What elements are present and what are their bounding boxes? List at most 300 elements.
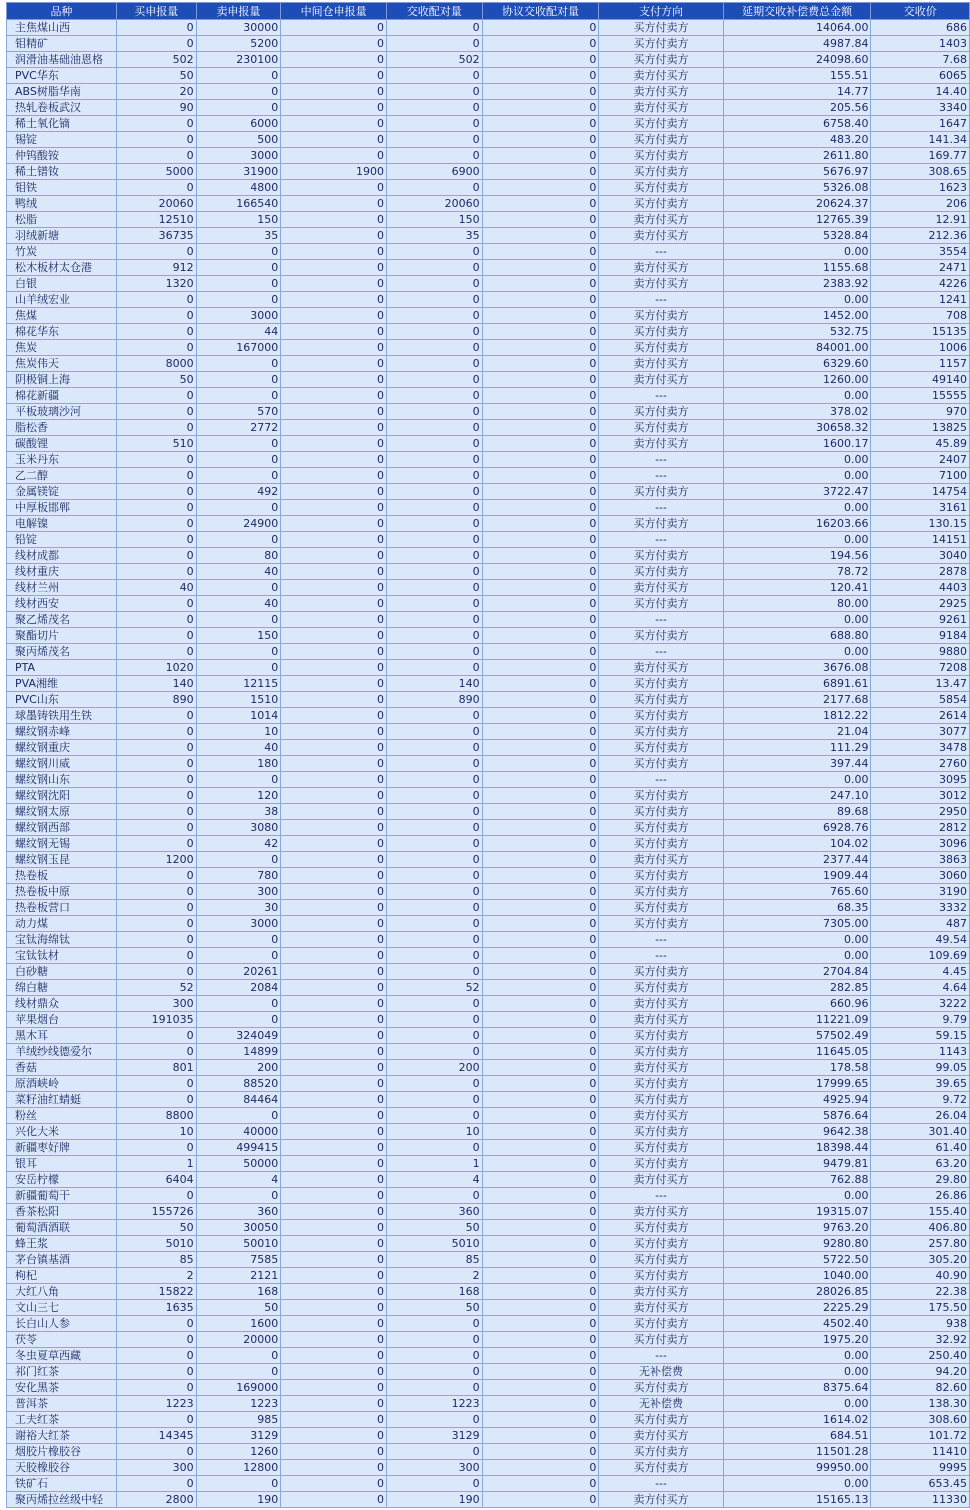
- cell-buy-declared: 20060: [116, 196, 196, 212]
- cell-delivery-price: 301.40: [871, 1124, 970, 1140]
- cell-matched-qty: 0: [386, 1444, 482, 1460]
- cell-intermediate-declared: 0: [281, 772, 387, 788]
- cell-payment-direction: 买方付卖方: [599, 164, 723, 180]
- cell-payment-direction: 买方付卖方: [599, 804, 723, 820]
- cell-payment-direction: ---: [599, 1348, 723, 1364]
- cell-payment-direction: 卖方付买方: [599, 356, 723, 372]
- table-row: [7, 1044, 970, 1060]
- cell-variety: 热卷板中原: [7, 884, 117, 900]
- cell-matched-qty: 0: [386, 932, 482, 948]
- cell-variety: 钼精矿: [7, 36, 117, 52]
- cell-buy-declared: 890: [116, 692, 196, 708]
- cell-matched-qty: 4: [386, 1172, 482, 1188]
- cell-matched-qty: 52: [386, 980, 482, 996]
- cell-intermediate-declared: 0: [281, 980, 387, 996]
- cell-delivery-price: 9.79: [871, 1012, 970, 1028]
- cell-delivery-price: 2878: [871, 564, 970, 580]
- table-row: [7, 644, 970, 660]
- table-row: [7, 692, 970, 708]
- cell-delivery-price: 11410: [871, 1444, 970, 1460]
- cell-delivery-price: 970: [871, 404, 970, 420]
- cell-matched-qty: 5010: [386, 1236, 482, 1252]
- cell-delivery-price: 11330: [871, 1492, 970, 1508]
- cell-sell-declared: 20000: [196, 1332, 281, 1348]
- cell-buy-declared: 0: [116, 148, 196, 164]
- cell-payment-direction: 无补偿费: [599, 1396, 723, 1412]
- cell-intermediate-declared: 0: [281, 548, 387, 564]
- cell-delivery-price: 1143: [871, 1044, 970, 1060]
- cell-compensation-total: 0.00: [723, 1396, 871, 1412]
- table-row: [7, 1380, 970, 1396]
- cell-payment-direction: 买方付卖方: [599, 1236, 723, 1252]
- cell-compensation-total: 1155.68: [723, 260, 871, 276]
- cell-delivery-price: 2407: [871, 452, 970, 468]
- cell-sell-declared: 0: [196, 84, 281, 100]
- cell-intermediate-declared: 0: [281, 100, 387, 116]
- cell-variety: 钼铁: [7, 180, 117, 196]
- cell-delivery-price: 1157: [871, 356, 970, 372]
- cell-variety: 螺纹钢西部: [7, 820, 117, 836]
- cell-sell-declared: 0: [196, 660, 281, 676]
- cell-delivery-price: 7.68: [871, 52, 970, 68]
- cell-agreement-matched-qty: 0: [482, 356, 599, 372]
- cell-sell-declared: 2772: [196, 420, 281, 436]
- cell-matched-qty: 0: [386, 132, 482, 148]
- cell-buy-declared: 155726: [116, 1204, 196, 1220]
- cell-compensation-total: 762.88: [723, 1172, 871, 1188]
- cell-delivery-price: 175.50: [871, 1300, 970, 1316]
- cell-intermediate-declared: 0: [281, 52, 387, 68]
- cell-matched-qty: 0: [386, 356, 482, 372]
- cell-delivery-price: 3077: [871, 724, 970, 740]
- cell-payment-direction: 买方付卖方: [599, 196, 723, 212]
- cell-payment-direction: 买方付卖方: [599, 1460, 723, 1476]
- cell-sell-declared: 0: [196, 1476, 281, 1492]
- cell-matched-qty: 0: [386, 596, 482, 612]
- cell-payment-direction: 卖方付买方: [599, 1172, 723, 1188]
- cell-intermediate-declared: 0: [281, 340, 387, 356]
- cell-compensation-total: 765.60: [723, 884, 871, 900]
- cell-agreement-matched-qty: 0: [482, 580, 599, 596]
- cell-variety: 工夫红茶: [7, 1412, 117, 1428]
- cell-buy-declared: 40: [116, 580, 196, 596]
- cell-sell-declared: 12800: [196, 1460, 281, 1476]
- col-header-compensation-total: 延期交收补偿费总金额: [723, 3, 871, 20]
- cell-variety: 锡锭: [7, 132, 117, 148]
- cell-sell-declared: 570: [196, 404, 281, 420]
- table-row: [7, 852, 970, 868]
- cell-compensation-total: 2611.80: [723, 148, 871, 164]
- cell-intermediate-declared: 0: [281, 1492, 387, 1508]
- table-row: [7, 1028, 970, 1044]
- cell-matched-qty: 0: [386, 1092, 482, 1108]
- cell-agreement-matched-qty: 0: [482, 164, 599, 180]
- table-row: [7, 1284, 970, 1300]
- cell-delivery-price: 4226: [871, 276, 970, 292]
- cell-buy-declared: 801: [116, 1060, 196, 1076]
- cell-delivery-price: 9184: [871, 628, 970, 644]
- cell-matched-qty: 35: [386, 228, 482, 244]
- cell-variety: 线材重庆: [7, 564, 117, 580]
- cell-matched-qty: 0: [386, 340, 482, 356]
- cell-variety: 电解镍: [7, 516, 117, 532]
- cell-payment-direction: 买方付卖方: [599, 340, 723, 356]
- cell-variety: 润滑油基础油恩格: [7, 52, 117, 68]
- table-row: [7, 244, 970, 260]
- cell-buy-declared: 0: [116, 468, 196, 484]
- cell-delivery-price: 3040: [871, 548, 970, 564]
- cell-intermediate-declared: 0: [281, 1364, 387, 1380]
- cell-sell-declared: 4: [196, 1172, 281, 1188]
- cell-agreement-matched-qty: 0: [482, 1300, 599, 1316]
- cell-intermediate-declared: 0: [281, 1428, 387, 1444]
- cell-delivery-price: 3222: [871, 996, 970, 1012]
- cell-variety: 螺纹钢重庆: [7, 740, 117, 756]
- cell-agreement-matched-qty: 0: [482, 532, 599, 548]
- cell-payment-direction: 买方付卖方: [599, 404, 723, 420]
- cell-matched-qty: 0: [386, 36, 482, 52]
- cell-variety: 新疆葡萄干: [7, 1188, 117, 1204]
- cell-variety: 香菇: [7, 1060, 117, 1076]
- cell-matched-qty: 0: [386, 820, 482, 836]
- cell-matched-qty: 0: [386, 580, 482, 596]
- cell-sell-declared: 38: [196, 804, 281, 820]
- cell-delivery-price: 2471: [871, 260, 970, 276]
- cell-compensation-total: 0.00: [723, 1476, 871, 1492]
- cell-agreement-matched-qty: 0: [482, 228, 599, 244]
- cell-sell-declared: 3129: [196, 1428, 281, 1444]
- cell-compensation-total: 68.35: [723, 900, 871, 916]
- cell-delivery-price: 13.47: [871, 676, 970, 692]
- table-row: [7, 1364, 970, 1380]
- cell-payment-direction: 买方付卖方: [599, 1380, 723, 1396]
- cell-delivery-price: 6065: [871, 68, 970, 84]
- cell-payment-direction: 买方付卖方: [599, 1444, 723, 1460]
- cell-sell-declared: 40: [196, 564, 281, 580]
- cell-delivery-price: 4.64: [871, 980, 970, 996]
- cell-variety: 螺纹钢赤峰: [7, 724, 117, 740]
- cell-sell-declared: 0: [196, 68, 281, 84]
- cell-agreement-matched-qty: 0: [482, 788, 599, 804]
- cell-payment-direction: 买方付卖方: [599, 52, 723, 68]
- cell-delivery-price: 7100: [871, 468, 970, 484]
- cell-matched-qty: 0: [386, 948, 482, 964]
- cell-matched-qty: 0: [386, 884, 482, 900]
- cell-buy-declared: 300: [116, 996, 196, 1012]
- cell-matched-qty: 0: [386, 612, 482, 628]
- cell-sell-declared: 20261: [196, 964, 281, 980]
- cell-buy-declared: 0: [116, 516, 196, 532]
- cell-sell-declared: 88520: [196, 1076, 281, 1092]
- table-row: [7, 196, 970, 212]
- table-row: [7, 1236, 970, 1252]
- cell-variety: 冬虫夏草西藏: [7, 1348, 117, 1364]
- cell-agreement-matched-qty: 0: [482, 68, 599, 84]
- cell-payment-direction: 买方付卖方: [599, 1092, 723, 1108]
- cell-intermediate-declared: 0: [281, 1124, 387, 1140]
- cell-matched-qty: 140: [386, 676, 482, 692]
- cell-matched-qty: 0: [386, 1316, 482, 1332]
- cell-matched-qty: 0: [386, 564, 482, 580]
- col-header-sell-declared: 卖申报量: [196, 3, 281, 20]
- cell-delivery-price: 487: [871, 916, 970, 932]
- cell-delivery-price: 9995: [871, 1460, 970, 1476]
- cell-sell-declared: 24900: [196, 516, 281, 532]
- cell-agreement-matched-qty: 0: [482, 836, 599, 852]
- cell-sell-declared: 0: [196, 1188, 281, 1204]
- cell-intermediate-declared: 0: [281, 1236, 387, 1252]
- cell-agreement-matched-qty: 0: [482, 212, 599, 228]
- cell-variety: 稀土镨钕: [7, 164, 117, 180]
- cell-payment-direction: 卖方付买方: [599, 1108, 723, 1124]
- cell-intermediate-declared: 0: [281, 484, 387, 500]
- cell-buy-declared: 2: [116, 1268, 196, 1284]
- cell-compensation-total: 247.10: [723, 788, 871, 804]
- cell-agreement-matched-qty: 0: [482, 1172, 599, 1188]
- cell-intermediate-declared: 0: [281, 948, 387, 964]
- cell-compensation-total: 1452.00: [723, 308, 871, 324]
- cell-payment-direction: 买方付卖方: [599, 692, 723, 708]
- cell-buy-declared: 0: [116, 564, 196, 580]
- cell-delivery-price: 4.45: [871, 964, 970, 980]
- cell-intermediate-declared: 0: [281, 788, 387, 804]
- table-row: [7, 948, 970, 964]
- cell-payment-direction: ---: [599, 644, 723, 660]
- cell-intermediate-declared: 0: [281, 580, 387, 596]
- cell-buy-declared: 0: [116, 724, 196, 740]
- cell-matched-qty: 0: [386, 868, 482, 884]
- cell-variety: 线材成都: [7, 548, 117, 564]
- cell-buy-declared: 0: [116, 1092, 196, 1108]
- cell-delivery-price: 14754: [871, 484, 970, 500]
- cell-intermediate-declared: 0: [281, 468, 387, 484]
- cell-compensation-total: 0.00: [723, 388, 871, 404]
- cell-payment-direction: 买方付卖方: [599, 884, 723, 900]
- cell-variety: 松木板材太仓港: [7, 260, 117, 276]
- table-row: [7, 564, 970, 580]
- cell-delivery-price: 22.38: [871, 1284, 970, 1300]
- cell-delivery-price: 3060: [871, 868, 970, 884]
- table-row: [7, 1492, 970, 1508]
- cell-sell-declared: 166540: [196, 196, 281, 212]
- table-row: [7, 788, 970, 804]
- cell-variety: 仲钨酸铵: [7, 148, 117, 164]
- cell-buy-declared: 0: [116, 836, 196, 852]
- cell-matched-qty: 0: [386, 836, 482, 852]
- cell-compensation-total: 205.56: [723, 100, 871, 116]
- cell-payment-direction: 买方付卖方: [599, 724, 723, 740]
- cell-buy-declared: 0: [116, 388, 196, 404]
- cell-agreement-matched-qty: 0: [482, 388, 599, 404]
- cell-buy-declared: 8000: [116, 356, 196, 372]
- cell-compensation-total: 6928.76: [723, 820, 871, 836]
- table-row: [7, 404, 970, 420]
- cell-payment-direction: 卖方付买方: [599, 660, 723, 676]
- cell-agreement-matched-qty: 0: [482, 756, 599, 772]
- cell-intermediate-declared: 0: [281, 516, 387, 532]
- cell-payment-direction: 买方付卖方: [599, 36, 723, 52]
- cell-agreement-matched-qty: 0: [482, 1060, 599, 1076]
- cell-payment-direction: ---: [599, 244, 723, 260]
- cell-sell-declared: 0: [196, 468, 281, 484]
- cell-sell-declared: 2121: [196, 1268, 281, 1284]
- cell-buy-declared: 300: [116, 1460, 196, 1476]
- cell-intermediate-declared: 0: [281, 36, 387, 52]
- cell-payment-direction: 买方付卖方: [599, 564, 723, 580]
- table-row: [7, 1412, 970, 1428]
- cell-delivery-price: 7208: [871, 660, 970, 676]
- cell-sell-declared: 300: [196, 884, 281, 900]
- cell-intermediate-declared: 0: [281, 356, 387, 372]
- cell-variety: 白银: [7, 276, 117, 292]
- cell-intermediate-declared: 0: [281, 1380, 387, 1396]
- cell-compensation-total: 11501.28: [723, 1444, 871, 1460]
- cell-intermediate-declared: 0: [281, 1316, 387, 1332]
- cell-delivery-price: 29.80: [871, 1172, 970, 1188]
- cell-matched-qty: 0: [386, 788, 482, 804]
- cell-buy-declared: 0: [116, 340, 196, 356]
- cell-variety: 螺纹钢太原: [7, 804, 117, 820]
- cell-payment-direction: ---: [599, 1476, 723, 1492]
- cell-sell-declared: 324049: [196, 1028, 281, 1044]
- cell-matched-qty: 0: [386, 724, 482, 740]
- cell-sell-declared: 0: [196, 532, 281, 548]
- cell-sell-declared: 168: [196, 1284, 281, 1300]
- cell-matched-qty: 0: [386, 500, 482, 516]
- cell-agreement-matched-qty: 0: [482, 324, 599, 340]
- cell-buy-declared: 502: [116, 52, 196, 68]
- cell-payment-direction: 买方付卖方: [599, 708, 723, 724]
- cell-delivery-price: 12.91: [871, 212, 970, 228]
- cell-compensation-total: 19315.07: [723, 1204, 871, 1220]
- table-row: [7, 1060, 970, 1076]
- cell-compensation-total: 99950.00: [723, 1460, 871, 1476]
- cell-buy-declared: 0: [116, 1412, 196, 1428]
- cell-matched-qty: 0: [386, 1188, 482, 1204]
- cell-sell-declared: 30000: [196, 20, 281, 36]
- cell-variety: 聚乙烯茂名: [7, 612, 117, 628]
- cell-payment-direction: ---: [599, 468, 723, 484]
- cell-intermediate-declared: 0: [281, 1060, 387, 1076]
- cell-intermediate-declared: 0: [281, 1396, 387, 1412]
- cell-matched-qty: 0: [386, 516, 482, 532]
- cell-matched-qty: 1223: [386, 1396, 482, 1412]
- table-row: [7, 724, 970, 740]
- cell-compensation-total: 0.00: [723, 468, 871, 484]
- cell-matched-qty: 0: [386, 372, 482, 388]
- cell-intermediate-declared: 0: [281, 884, 387, 900]
- cell-buy-declared: 0: [116, 1348, 196, 1364]
- cell-sell-declared: 1260: [196, 1444, 281, 1460]
- cell-agreement-matched-qty: 0: [482, 692, 599, 708]
- cell-compensation-total: 2377.44: [723, 852, 871, 868]
- cell-compensation-total: 5876.64: [723, 1108, 871, 1124]
- cell-intermediate-declared: 0: [281, 20, 387, 36]
- cell-sell-declared: 0: [196, 644, 281, 660]
- cell-sell-declared: 180: [196, 756, 281, 772]
- cell-payment-direction: 卖方付买方: [599, 580, 723, 596]
- cell-delivery-price: 3340: [871, 100, 970, 116]
- cell-agreement-matched-qty: 0: [482, 36, 599, 52]
- cell-delivery-price: 14151: [871, 532, 970, 548]
- cell-buy-declared: 0: [116, 1364, 196, 1380]
- cell-matched-qty: 0: [386, 996, 482, 1012]
- cell-variety: 松脂: [7, 212, 117, 228]
- cell-agreement-matched-qty: 0: [482, 180, 599, 196]
- table-row: [7, 1476, 970, 1492]
- cell-intermediate-declared: 0: [281, 228, 387, 244]
- cell-matched-qty: 0: [386, 740, 482, 756]
- cell-buy-declared: 2800: [116, 1492, 196, 1508]
- cell-compensation-total: 4502.40: [723, 1316, 871, 1332]
- cell-sell-declared: 230100: [196, 52, 281, 68]
- cell-sell-declared: 0: [196, 612, 281, 628]
- cell-payment-direction: ---: [599, 772, 723, 788]
- cell-delivery-price: 206: [871, 196, 970, 212]
- cell-intermediate-declared: 0: [281, 804, 387, 820]
- cell-delivery-price: 94.20: [871, 1364, 970, 1380]
- table-row: [7, 372, 970, 388]
- cell-sell-declared: 3000: [196, 916, 281, 932]
- cell-compensation-total: 3676.08: [723, 660, 871, 676]
- table-row: [7, 756, 970, 772]
- cell-intermediate-declared: 0: [281, 1460, 387, 1476]
- table-row: [7, 308, 970, 324]
- cell-variety: 蜂王浆: [7, 1236, 117, 1252]
- cell-matched-qty: 0: [386, 1412, 482, 1428]
- cell-buy-declared: 0: [116, 548, 196, 564]
- cell-payment-direction: 买方付卖方: [599, 1044, 723, 1060]
- cell-payment-direction: 买方付卖方: [599, 132, 723, 148]
- cell-variety: PTA: [7, 660, 117, 676]
- cell-delivery-price: 708: [871, 308, 970, 324]
- cell-variety: 绵白糖: [7, 980, 117, 996]
- cell-delivery-price: 1403: [871, 36, 970, 52]
- cell-intermediate-declared: 0: [281, 676, 387, 692]
- cell-matched-qty: 50: [386, 1300, 482, 1316]
- cell-sell-declared: 0: [196, 372, 281, 388]
- cell-matched-qty: 0: [386, 276, 482, 292]
- cell-buy-declared: 0: [116, 1380, 196, 1396]
- table-row: [7, 820, 970, 836]
- cell-intermediate-declared: 0: [281, 1252, 387, 1268]
- col-header-agreement-matched-qty: 协议交收配对量: [482, 3, 599, 20]
- cell-delivery-price: 5854: [871, 692, 970, 708]
- cell-variety: 螺纹钢无锡: [7, 836, 117, 852]
- cell-compensation-total: 14.77: [723, 84, 871, 100]
- cell-variety: 棉花新疆: [7, 388, 117, 404]
- cell-sell-declared: 0: [196, 500, 281, 516]
- cell-sell-declared: 200: [196, 1060, 281, 1076]
- cell-sell-declared: 0: [196, 436, 281, 452]
- cell-intermediate-declared: 0: [281, 708, 387, 724]
- cell-agreement-matched-qty: 0: [482, 932, 599, 948]
- cell-buy-declared: 0: [116, 708, 196, 724]
- cell-intermediate-declared: 0: [281, 1332, 387, 1348]
- cell-sell-declared: 0: [196, 1348, 281, 1364]
- cell-delivery-price: 59.15: [871, 1028, 970, 1044]
- cell-buy-declared: 0: [116, 868, 196, 884]
- cell-matched-qty: 0: [386, 1332, 482, 1348]
- cell-payment-direction: 卖方付买方: [599, 1492, 723, 1508]
- cell-sell-declared: 0: [196, 452, 281, 468]
- cell-agreement-matched-qty: 0: [482, 1092, 599, 1108]
- cell-compensation-total: 684.51: [723, 1428, 871, 1444]
- cell-compensation-total: 4987.84: [723, 36, 871, 52]
- cell-variety: 羽绒新塘: [7, 228, 117, 244]
- cell-matched-qty: 0: [386, 964, 482, 980]
- cell-sell-declared: 0: [196, 996, 281, 1012]
